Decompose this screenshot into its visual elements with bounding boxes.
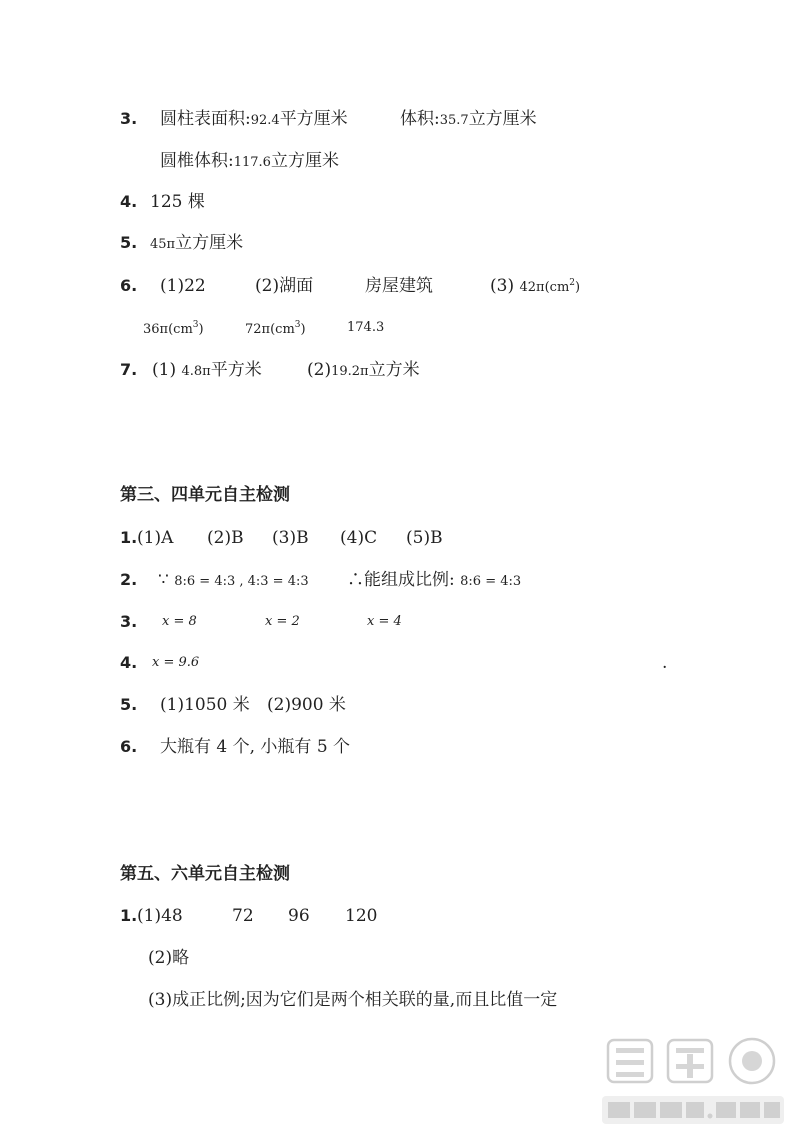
cyl-surface-unit: 平方厘米 — [279, 109, 348, 129]
q6-part2: (2)湖面 — [255, 276, 314, 296]
s2-q1-number: 1. — [120, 528, 138, 547]
section2-title: 第三、四单元自主检测 — [120, 485, 290, 505]
volume-unit: 立方厘米 — [468, 109, 537, 129]
because-symbol: ∵ — [158, 570, 169, 590]
q7-p2-unit: 立方米 — [368, 360, 420, 380]
q5-answer — [150, 232, 243, 256]
q6-l2b-exp: 3 — [294, 320, 301, 330]
q4-value: 125 — [150, 192, 183, 212]
q6-line2-a — [143, 317, 204, 341]
s3-q1-v2: 72 — [232, 906, 254, 926]
s3-q1-p1: (1)48 — [137, 906, 183, 926]
q3-line2 — [160, 150, 339, 174]
s2-q3-c: x = 4 — [367, 614, 402, 629]
cyl-surface-label: 圆柱表面积: — [160, 109, 251, 129]
q6-l2a-close: ) — [198, 322, 204, 337]
s2-q3-number: 3. — [120, 612, 138, 631]
q3-volume — [400, 108, 537, 132]
q4-number: 4. — [120, 192, 138, 211]
q6-part1: (1)22 — [160, 276, 206, 296]
q7-p1-label: (1) — [152, 360, 177, 380]
s2-q1-c: (3)B — [272, 528, 309, 548]
watermark-logo — [594, 1034, 794, 1129]
s3-q1-p2: (2)略 — [148, 948, 190, 968]
s2-q3-b: x = 2 — [265, 614, 300, 629]
s2-q5-a: (1)1050 米 — [160, 695, 250, 715]
cyl-surface-value: 92.4 — [250, 113, 280, 128]
s2-q2-expr2: 8:6 = 4:3 — [460, 574, 522, 589]
s2-q2-text: 能组成比例: — [364, 570, 455, 590]
q7-p1-value: 4.8π — [181, 364, 211, 379]
q6-part2b: 房屋建筑 — [365, 276, 433, 296]
s2-q4-number: 4. — [120, 653, 138, 672]
s3-q1-v3: 96 — [288, 906, 310, 926]
cone-value: 117.6 — [233, 155, 271, 170]
q5-value: 45π — [150, 237, 176, 252]
q6-number: 6. — [120, 276, 138, 295]
q7-part1 — [152, 359, 262, 383]
s2-q6-number: 6. — [120, 737, 138, 756]
s2-q4-dot: . — [662, 653, 668, 673]
q6-l2a-exp: 3 — [192, 320, 199, 330]
s2-q1-a: (1)A — [137, 528, 174, 548]
therefore-symbol: ∴ — [347, 570, 364, 590]
q7-number: 7. — [120, 360, 138, 379]
s2-q1-e: (5)B — [406, 528, 443, 548]
cone-label: 圆椎体积: — [160, 151, 234, 171]
s2-q1-b: (2)B — [207, 528, 244, 548]
s2-q6-answer: 大瓶有 4 个, 小瓶有 5 个 — [160, 737, 351, 757]
section3-title: 第五、六单元自主检测 — [120, 864, 290, 884]
q7-p2-value: 19.2π — [331, 364, 369, 379]
q7-p2-label: (2) — [307, 360, 332, 380]
s2-q3-a: x = 8 — [162, 614, 197, 629]
q6-part3-value: 42π(cm — [519, 280, 570, 295]
s3-q1-p3: (3)成正比例;因为它们是两个相关联的量,而且比值一定 — [148, 990, 558, 1010]
q3-line1 — [160, 108, 348, 132]
s2-q2-number: 2. — [120, 570, 138, 589]
q7-part2 — [307, 359, 420, 383]
s2-q5-number: 5. — [120, 695, 138, 714]
q6-l2b-value: 72π(cm — [245, 322, 295, 337]
s2-q5-b: (2)900 米 — [267, 695, 346, 715]
q3-number: 3. — [120, 109, 138, 128]
q4-unit: 棵 — [187, 192, 205, 212]
volume-value: 35.7 — [439, 113, 469, 128]
q6-line2-c: 174.3 — [347, 320, 385, 335]
s2-q2-expr1: 8:6 = 4:3 , 4:3 = 4:3 — [174, 574, 309, 589]
q7-p1-unit: 平方米 — [210, 360, 262, 380]
s2-q2-conclusion — [347, 569, 521, 593]
s3-q1-number: 1. — [120, 906, 138, 925]
volume-label: 体积: — [400, 109, 440, 129]
cone-unit: 立方厘米 — [270, 151, 339, 171]
q6-part3-label: (3) — [490, 276, 515, 296]
q5-number: 5. — [120, 233, 138, 252]
q6-part3 — [490, 275, 580, 299]
q6-line2-b — [245, 317, 306, 341]
q6-l2b-close: ) — [300, 322, 306, 337]
q6-l2a-value: 36π(cm — [143, 322, 193, 337]
s3-q1-v4: 120 — [345, 906, 378, 926]
s2-q1-d: (4)C — [340, 528, 378, 548]
s2-q2-answer — [158, 569, 309, 593]
q4-answer — [150, 191, 205, 213]
s2-q4-a: x = 9.6 — [152, 655, 200, 670]
q6-part3-exp: 2 — [569, 278, 575, 288]
q5-unit: 立方厘米 — [175, 233, 244, 253]
q6-part3-close: ) — [575, 280, 581, 295]
